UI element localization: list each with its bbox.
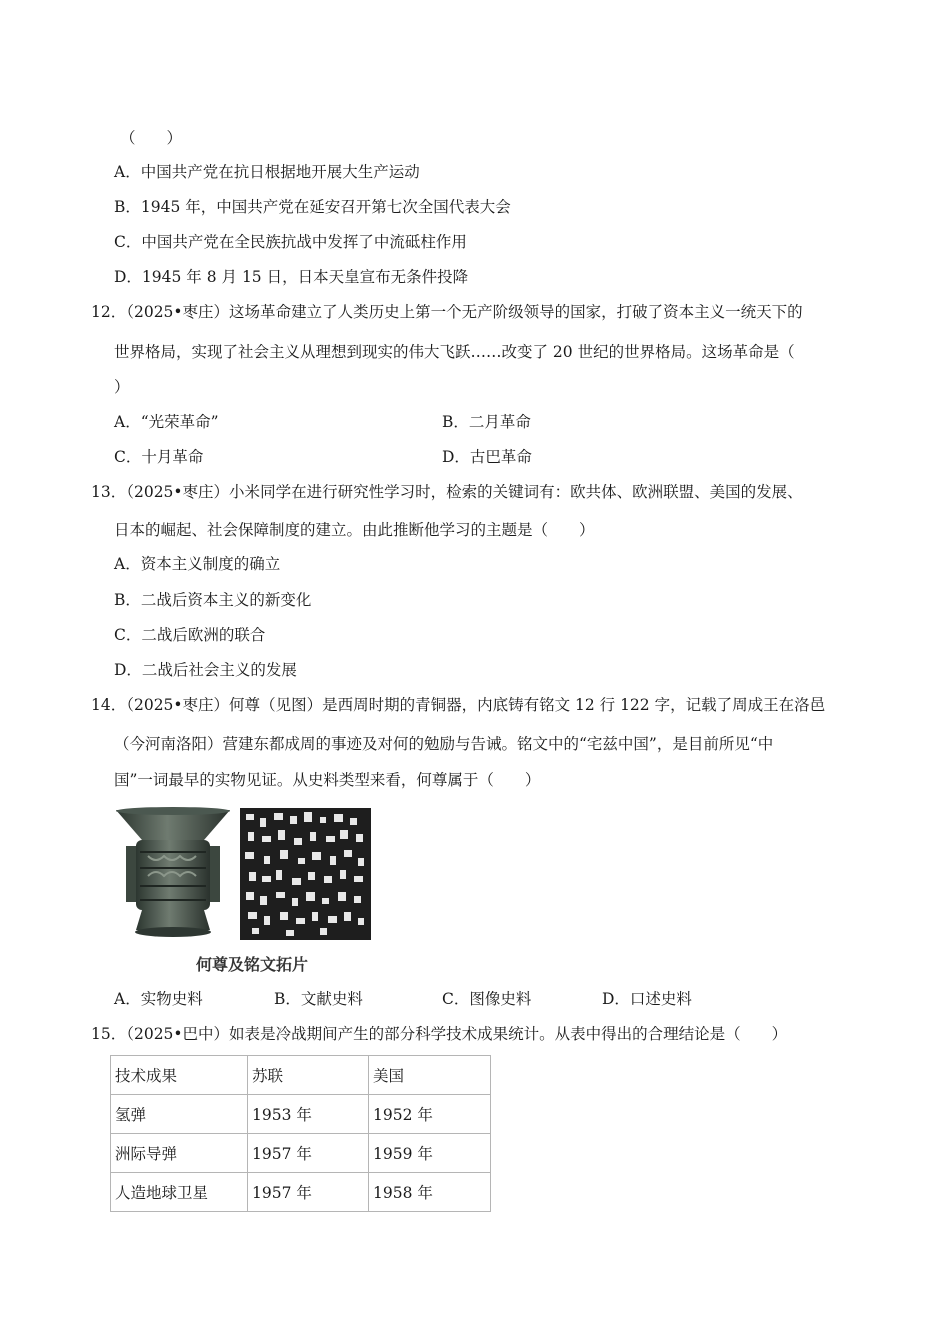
table-cell: 洲际导弹 [111,1134,248,1173]
q11-option-c[interactable]: C．中国共产党在全民族抗战中发挥了中流砥柱作用 [114,233,467,251]
table-header-cell: 美国 [369,1056,491,1095]
q11-option-b[interactable]: B．1945 年，中国共产党在延安召开第七次全国代表大会 [114,198,511,216]
table-cell: 1957 年 [248,1134,369,1173]
q11-option-a[interactable]: A．中国共产党在抗日根据地开展大生产运动 [114,163,420,181]
inscription-rubbing-image [240,808,371,940]
q12-option-c[interactable]: C．十月革命 [114,448,204,466]
q12-option-d[interactable]: D．古巴革命 [442,448,532,466]
table-cell: 1959 年 [369,1134,491,1173]
table-cell: 1957 年 [248,1173,369,1212]
q12-option-a[interactable]: A．“光荣革命” [114,413,219,431]
q14-option-a[interactable]: A．实物史料 [114,990,203,1008]
table-cell: 氢弹 [111,1095,248,1134]
q13-option-b[interactable]: B．二战后资本主义的新变化 [114,591,312,609]
table-cell: 人造地球卫星 [111,1173,248,1212]
q15-stem-line1: 15．（2025•巴中）如表是冷战期间产生的部分科学技术成果统计。从表中得出的合理结论是（ ） [91,1025,788,1043]
table-header-cell: 技术成果 [111,1056,248,1095]
q13-stem-line2: 日本的崛起、社会保障制度的建立。由此推断他学习的主题是（ ） [114,521,595,539]
tech-achievements-table [110,1055,491,1212]
bronze-vessel-image [112,806,234,940]
q14-option-d[interactable]: D．口述史料 [602,990,692,1008]
table-cell: 1958 年 [369,1173,491,1212]
he-zun-figure [112,806,374,978]
q14-option-b[interactable]: B．文献史料 [274,990,363,1008]
q12-stem-line1: 12．（2025•枣庄）这场革命建立了人类历史上第一个无产阶级领导的国家，打破了资本主义一统天下的 [91,303,803,321]
table-row [111,1134,491,1173]
figure-caption: 何尊及铭文拓片 [196,955,309,974]
q11-stem-tail: （ ） [120,129,183,147]
table-cell: 1952 年 [369,1095,491,1134]
q11-option-d[interactable]: D．1945 年 8 月 15 日，日本天皇宣布无条件投降 [114,268,469,286]
q13-option-d[interactable]: D．二战后社会主义的发展 [114,661,297,679]
q14-stem-line2: （今河南洛阳）营建东都成周的事迹及对何的勉励与告诫。铭文中的“宅兹中国”，是目前所见“中 [114,735,774,753]
q14-stem-line1: 14．（2025•枣庄）何尊（见图）是西周时期的青铜器，内底铸有铭文 12 行 122 字，记载了周成王在洛邑 [91,696,826,714]
q13-option-c[interactable]: C．二战后欧洲的联合 [114,626,266,644]
q12-option-b[interactable]: B．二月革命 [442,413,531,431]
table-header-row [111,1056,491,1095]
table-cell: 1953 年 [248,1095,369,1134]
q12-stem-line2: 世界格局，实现了社会主义从理想到现实的伟大飞跃……改变了 20 世纪的世界格局。这场革命是（ [114,343,795,361]
table-row [111,1173,491,1212]
table-row [111,1095,491,1134]
q14-stem-line3: 国”一词最早的实物见证。从史料类型来看，何尊属于（ ） [114,771,541,789]
q13-stem-line1: 13．（2025•枣庄）小米同学在进行研究性学习时，检索的关键词有：欧共体、欧洲联盟、美国的发展、 [91,483,803,501]
q13-option-a[interactable]: A．资本主义制度的确立 [114,555,281,573]
q12-stem-line3: ） [114,378,130,396]
q14-option-c[interactable]: C．图像史料 [442,990,532,1008]
table-header-cell: 苏联 [248,1056,369,1095]
